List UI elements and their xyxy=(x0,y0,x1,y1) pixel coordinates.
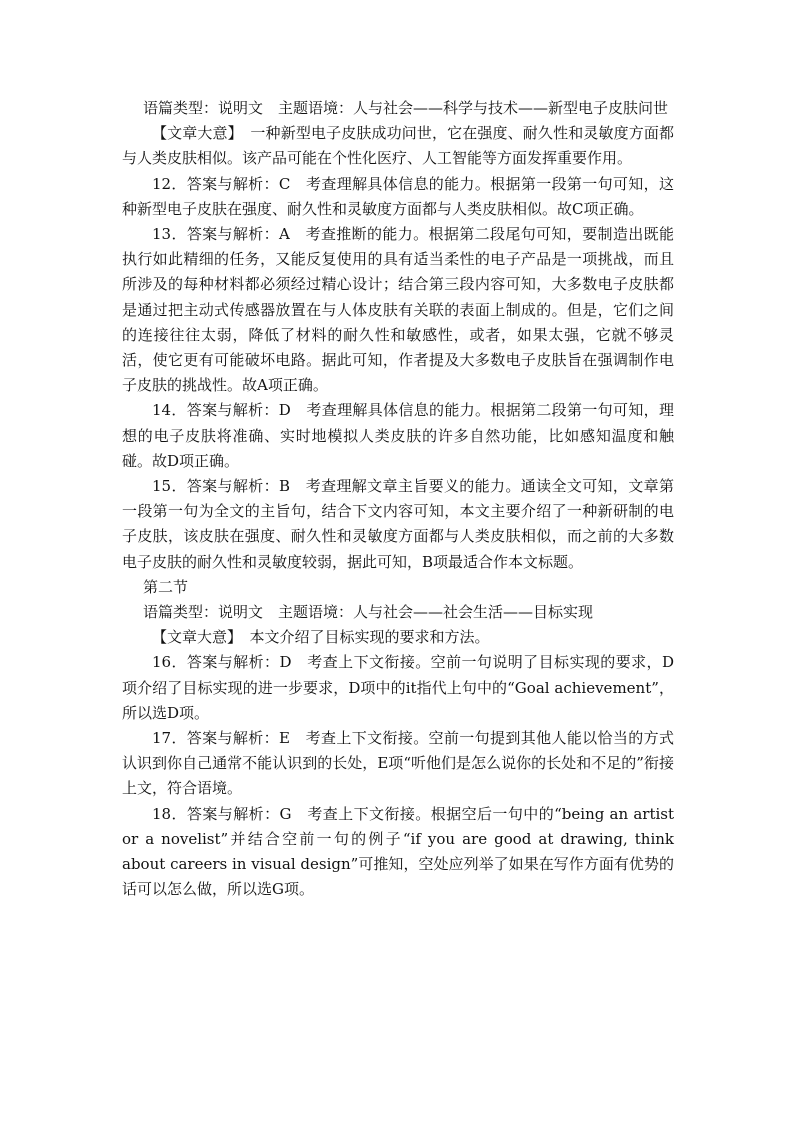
passage-type-line-2: 语篇类型：说明文 主题语境：人与社会——社会生活——目标实现 xyxy=(143,603,594,622)
answer-15: 15．答案与解析：B 考查理解文章主旨要义的能力。通读全文可知，文章第一段第一句为全文的主旨句，结合下文内容可知，本文主要介绍了一种新研制的电子皮肤，该皮肤在强度、耐久性和灵敏度方面都与人类皮肤相似，而之前的大多数电子皮肤的耐久性和灵敏度较弱，据此可知，B项最适合作本文标题。 xyxy=(122,477,674,571)
passage-type-line: 语篇类型：说明文 主题语境：人与社会——科学与技术——新型电子皮肤问世 xyxy=(143,99,669,117)
answer-17: 17．答案与解析：E 考查上下文衔接。空前一句提到其他人能以恰当的方式认识到你自己通常不能认识到的长处，E项“听他们是怎么说你的长处和不足的”衔接上文，符合语境。 xyxy=(122,729,674,798)
document-body xyxy=(122,96,674,903)
answer-14: 14．答案与解析：D 考查理解具体信息的能力。根据第二段第一句可知，理想的电子皮肤将准确、实时地模拟人类皮肤的许多自然功能，比如感知温度和触碰。故D项正确。 xyxy=(122,401,674,470)
section-heading: 第二节 xyxy=(143,577,189,596)
article-summary: 【文章大意】 一种新型电子皮肤成功问世，它在强度、耐久性和灵敏度方面都与人类皮肤相似。该产品可能在个性化医疗、人工智能等方面发挥重要作用。 xyxy=(122,124,674,168)
article-summary-2: 【文章大意】 本文介绍了目标实现的要求和方法。 xyxy=(152,628,490,647)
answer-16: 16．答案与解析：D 考查上下文衔接。空前一句说明了目标实现的要求，D项介绍了目标实现的进一步要求，D项中的it指代上句中的“Goal achievement”，所以选D项。 xyxy=(122,653,674,722)
answer-18: 18．答案与解析：G 考查上下文衔接。根据空后一句中的“being an artist or a novelist”并结合空前一句的例子“if you are good at drawing, think about careers in visual design”可推知，空处应列举了如果在写作方面有优势的话可以怎么做，所以选G项。 xyxy=(122,804,674,899)
answer-13: 13．答案与解析：A 考查推断的能力。根据第二段尾句可知，要制造出既能执行如此精细的任务，又能反复使用的具有适当柔性的电子产品是一项挑战，而且所涉及的每种材料都必须经过精心设计；结合第三段内容可知，大多数电子皮肤都是通过把主动式传感器放置在与人体皮肤有关联的表面上制成的。但是，它们之间的连接往往太弱，降低了材料的耐久性和敏感性，或者，如果太强，它就不够灵活，使它更有可能破坏电路。据此可知，作者提及大多数电子皮肤旨在强调制作电子皮肤的挑战性。故A项正确。 xyxy=(122,225,674,395)
answer-12: 12．答案与解析：C 考查理解具体信息的能力。根据第一段第一句可知，这种新型电子皮肤在强度、耐久性和灵敏度方面都与人类皮肤相似。故C项正确。 xyxy=(122,174,674,218)
